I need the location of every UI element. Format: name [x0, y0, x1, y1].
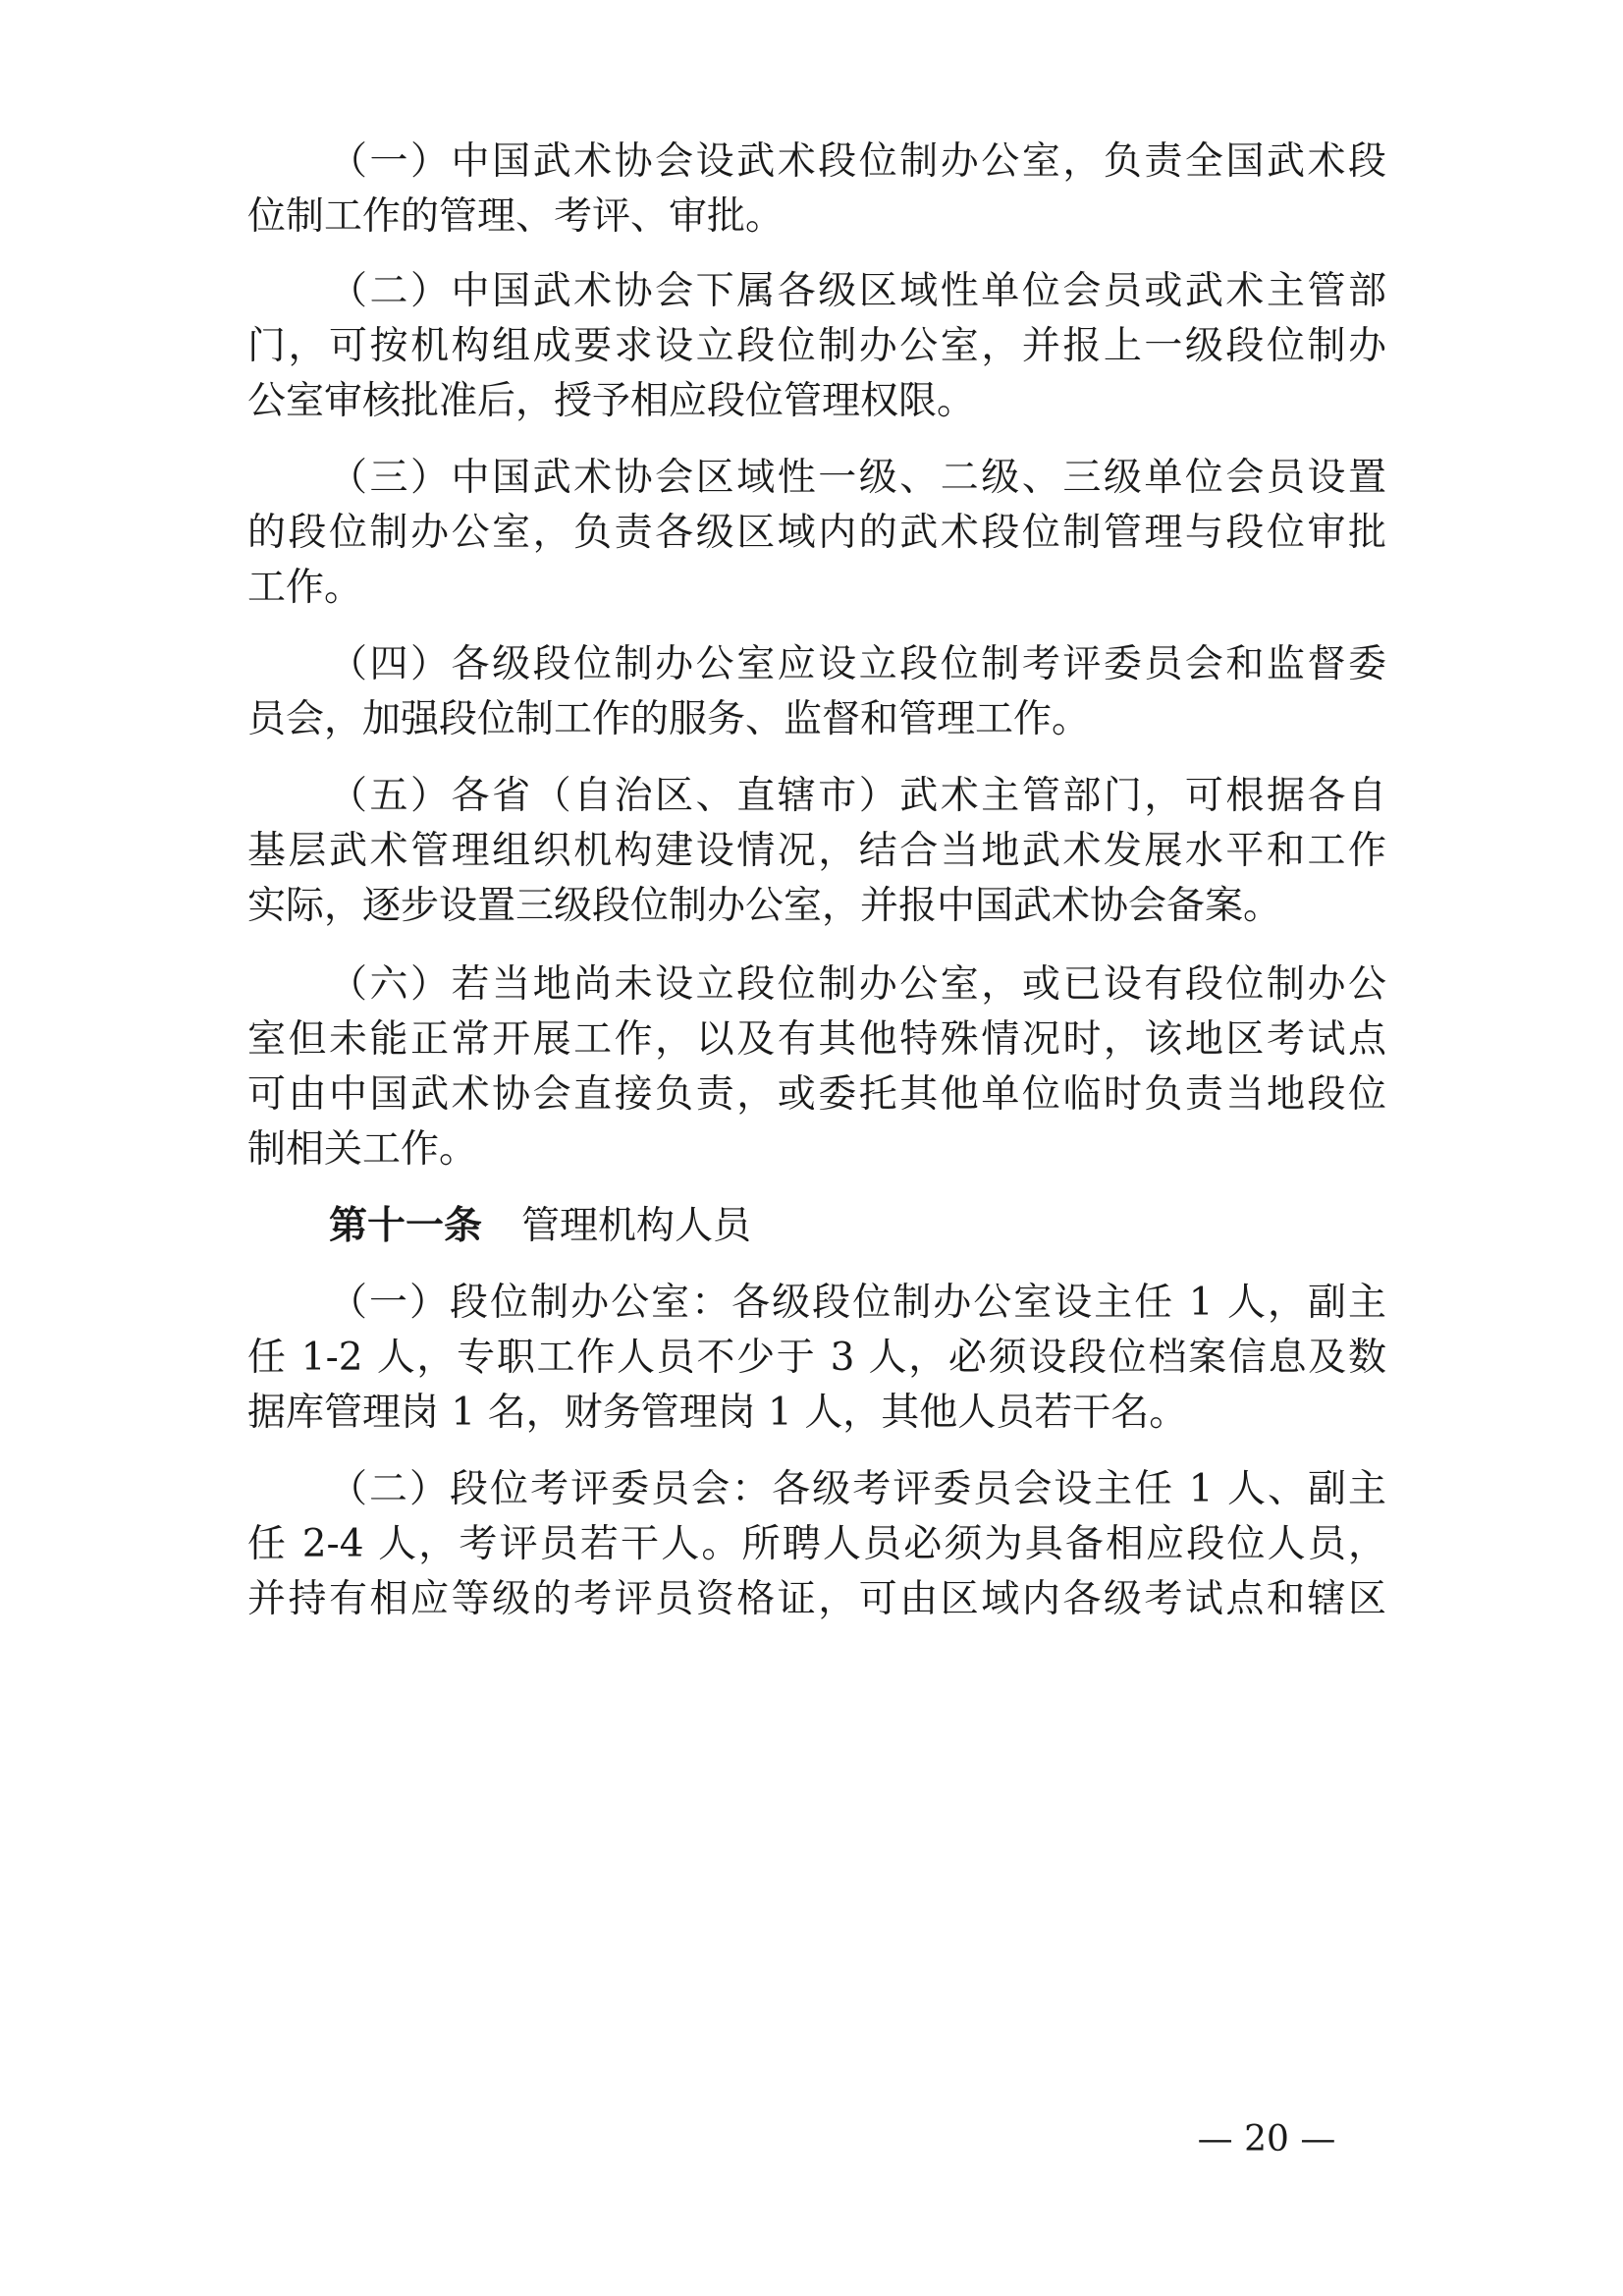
- article-heading: [329, 1202, 1386, 1251]
- paragraph-line: 室但未能正常开展工作，以及有其他特殊情况时，该地区考试点: [247, 1017, 1386, 1062]
- paragraph-line: （四）各级段位制办公室应设立段位制考评委员会和监督委: [329, 642, 1386, 686]
- paragraph-line: 公室审核批准后，授予相应段位管理权限。: [247, 379, 976, 423]
- paragraph-line: 位制工作的管理、考评、审批。: [247, 194, 784, 239]
- paragraph-line: （一）段位制办公室：各级段位制办公室设主任 1 人，副主: [329, 1281, 1386, 1325]
- paragraph-line: 制相关工作。: [247, 1127, 478, 1172]
- paragraph-line: 基层武术管理组织机构建设情况，结合当地武术发展水平和工作: [247, 829, 1386, 873]
- paragraph-line: 并持有相应等级的考评员资格证，可由区域内各级考试点和辖区: [247, 1577, 1386, 1621]
- page-number: — 20 —: [1197, 2119, 1336, 2159]
- paragraph-line: （二）段位考评委员会：各级考评委员会设主任 1 人、副主: [329, 1467, 1386, 1511]
- paragraph-line: 据库管理岗 1 名，财务管理岗 1 人，其他人员若干名。: [247, 1391, 1188, 1435]
- paragraph-line: 可由中国武术协会直接负责，或委托其他单位临时负责当地段位: [247, 1072, 1386, 1117]
- paragraph-line: （三）中国武术协会区域性一级、二级、三级单位会员设置: [329, 456, 1386, 500]
- paragraph-line: 门，可按机构组成要求设立段位制办公室，并报上一级段位制办: [247, 324, 1386, 368]
- article-title: 管理机构人员: [521, 1204, 752, 1248]
- paragraph-line: 实际，逐步设置三级段位制办公室，并报中国武术协会备案。: [247, 884, 1282, 928]
- paragraph-line: （六）若当地尚未设立段位制办公室，或已设有段位制办公: [329, 962, 1386, 1007]
- paragraph-line: 的段位制办公室，负责各级区域内的武术段位制管理与段位审批: [247, 511, 1386, 555]
- paragraph-line: 任 2-4 人，考评员若干人。所聘人员必须为具备相应段位人员，: [247, 1522, 1386, 1566]
- paragraph-line: （五）各省（自治区、直辖市）武术主管部门，可根据各自: [329, 774, 1386, 818]
- paragraph-line: （二）中国武术协会下属各级区域性单位会员或武术主管部: [329, 269, 1386, 313]
- paragraph-line: 任 1-2 人，专职工作人员不少于 3 人，必须设段位档案信息及数: [247, 1336, 1386, 1380]
- paragraph-line: 工作。: [247, 566, 363, 610]
- article-label: 第十一条: [329, 1204, 483, 1248]
- paragraph-line: （一）中国武术协会设武术段位制办公室，负责全国武术段: [329, 139, 1386, 184]
- paragraph-line: 员会，加强段位制工作的服务、监督和管理工作。: [247, 697, 1091, 741]
